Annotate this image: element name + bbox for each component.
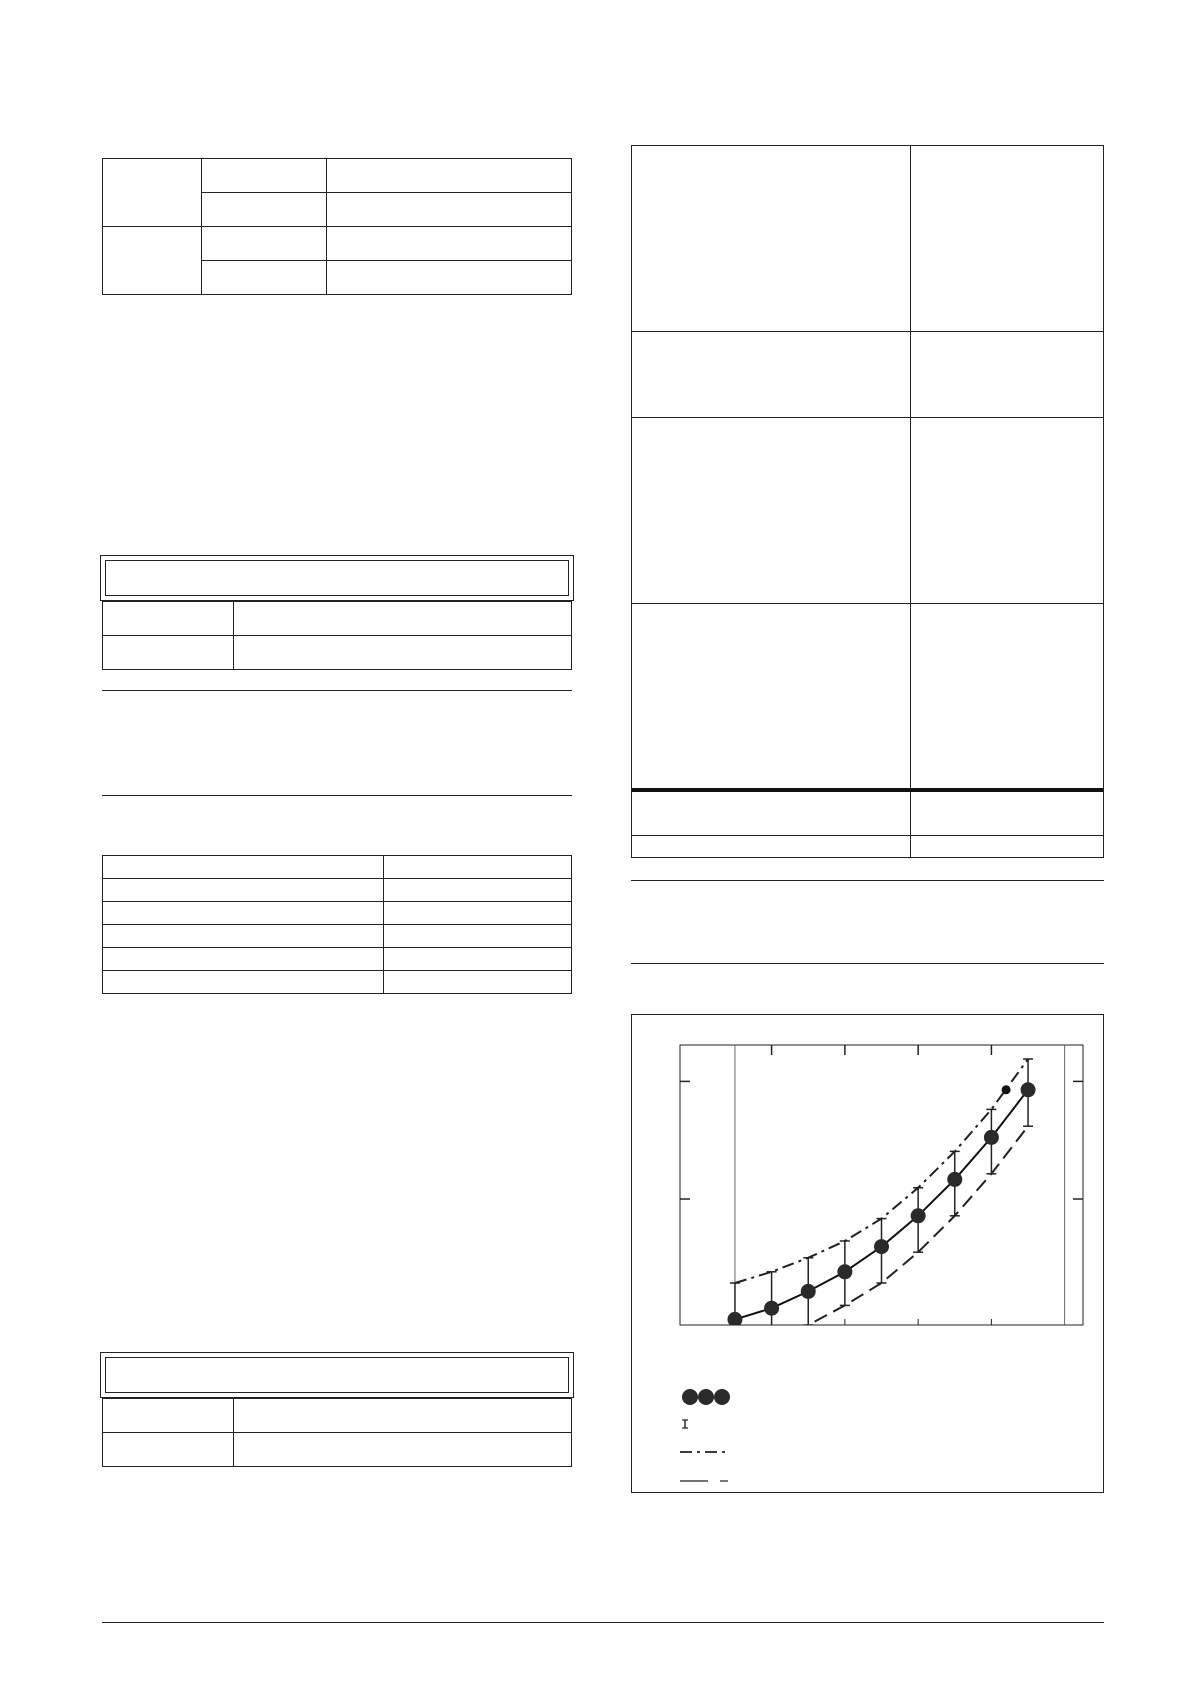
boxed-table-header bbox=[100, 1352, 574, 1398]
table-cell bbox=[202, 227, 327, 261]
data-point bbox=[874, 1239, 889, 1254]
top-left-table bbox=[102, 158, 572, 295]
table-cell bbox=[202, 261, 327, 295]
table-cell bbox=[103, 925, 384, 948]
legend-marker-icon bbox=[714, 1389, 730, 1405]
divider bbox=[102, 795, 572, 796]
table-cell bbox=[234, 1399, 572, 1433]
data-point bbox=[984, 1130, 999, 1145]
plot-series-group bbox=[727, 1059, 1035, 1347]
table-cell bbox=[103, 948, 384, 971]
table-cell bbox=[327, 159, 572, 193]
data-point bbox=[837, 1264, 852, 1279]
data-point bbox=[947, 1172, 962, 1187]
table-cell bbox=[384, 971, 572, 994]
table-cell bbox=[103, 159, 202, 227]
figure-frame bbox=[631, 1014, 1104, 1493]
divider bbox=[631, 880, 1104, 881]
table-cell bbox=[234, 636, 572, 670]
table-cell bbox=[103, 902, 384, 925]
table-cell bbox=[103, 971, 384, 994]
main-series-line bbox=[735, 1090, 1028, 1320]
footer-divider bbox=[102, 1622, 1104, 1623]
table-cell bbox=[234, 1433, 572, 1467]
boxed-table-header bbox=[100, 555, 574, 601]
right-tall-table bbox=[631, 145, 1104, 858]
boxed-table bbox=[102, 1398, 572, 1467]
table-cell bbox=[202, 159, 327, 193]
data-point bbox=[764, 1301, 779, 1316]
table-cell bbox=[327, 227, 572, 261]
table-cell bbox=[327, 261, 572, 295]
middle-left-table bbox=[102, 855, 572, 994]
table-cell bbox=[103, 602, 234, 636]
table-cell bbox=[103, 636, 234, 670]
table-cell bbox=[384, 948, 572, 971]
data-point bbox=[1021, 1082, 1036, 1097]
legend-marker-icon bbox=[682, 1389, 698, 1405]
table-cell bbox=[103, 1433, 234, 1467]
table-cell bbox=[202, 193, 327, 227]
table-cell bbox=[384, 925, 572, 948]
divider bbox=[631, 963, 1104, 964]
table-cell bbox=[384, 879, 572, 902]
line-chart bbox=[632, 1015, 1105, 1494]
data-point bbox=[911, 1208, 926, 1223]
table-cell bbox=[103, 856, 384, 879]
legend-marker-icon bbox=[698, 1389, 714, 1405]
table-cell bbox=[103, 879, 384, 902]
table-cell bbox=[384, 856, 572, 879]
table-cell bbox=[327, 193, 572, 227]
table-cell bbox=[234, 602, 572, 636]
outlier-point bbox=[1002, 1085, 1011, 1094]
table-cell bbox=[384, 902, 572, 925]
table-cell bbox=[103, 227, 202, 295]
data-point bbox=[727, 1312, 742, 1327]
data-point bbox=[801, 1284, 816, 1299]
divider bbox=[102, 690, 572, 691]
boxed-table bbox=[102, 601, 572, 670]
table-cell bbox=[103, 1399, 234, 1433]
